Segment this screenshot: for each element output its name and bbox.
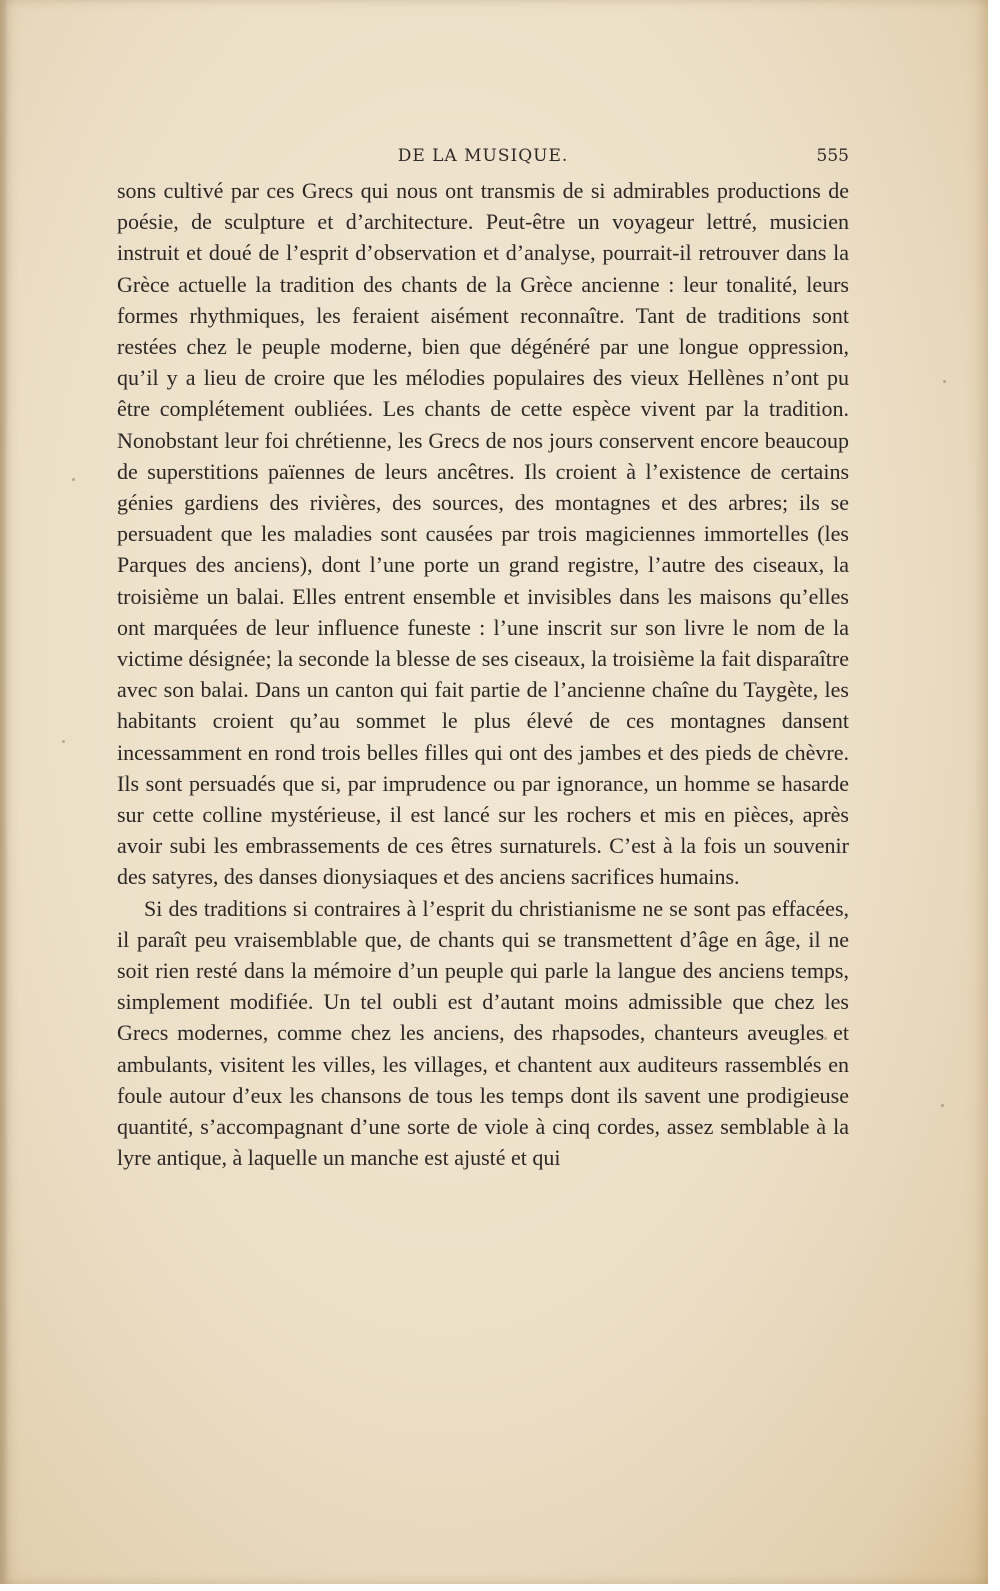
- body-text: [117, 175, 849, 1174]
- page-number: 555: [816, 146, 849, 166]
- paper-speck: [62, 740, 65, 743]
- paper-speck: [72, 478, 75, 481]
- running-title: DE LA MUSIQUE.: [397, 146, 569, 166]
- paper-speck: [943, 380, 946, 383]
- page-edge-shadow: [0, 0, 8, 1584]
- paragraph: Si des traditions si contraires à l’esprit du christianisme ne se sont pas effacées, il paraît peu vraisemblable que, de chants qui se transmettent d’âge en âge, il ne soit rien resté dans la mémoire d’un peuple qui parle la langue des anciens temps, simplement modifiée. Un tel oubli est d’autant moins admissible que chez les Grecs modernes, comme chez les anciens, des rhapsodes, chanteurs aveugles et ambulants, visitent les villes, les villages, et chantent aux auditeurs rassemblés en foule autour d’eux les chansons de tous les temps dont ils savent une prodigieuse quantité, s’accompagnant d’une sorte de viole à cinq cordes, assez semblable à la lyre antique, à laquelle un manche est ajusté et qui: [117, 895, 849, 1171]
- paragraph: sons cultivé par ces Grecs qui nous ont transmis de si admirables productions de poésie, de sculpture et d’architecture. Peut-être un voyageur lettré, musicien instruit et doué de l’esprit d’observation et d’analyse, pourrait-il retrouver dans la Grèce actuelle la tradition des chants de la Grèce ancienne : leur tonalité, leurs formes rhythmiques, les feraient aisément reconnaître. Tant de traditions sont restées chez le peuple moderne, bien que dégénéré par une longue oppression, qu’il y a lieu de croire que les mélodies populaires des vieux Hellènes n’ont pu être complétement oubliées. Les chants de cette espèce vivent par la tradition. Nonobstant leur foi chrétienne, les Grecs de nos jours conservent encore beaucoup de superstitions païennes de leurs ancêtres. Ils croient à l’existence de certains génies gardiens des rivières, des sources, des montagnes et des arbres; ils se persuadent que les maladies sont causées par trois magiciennes immortelles (les Parques des anciens), dont l’une porte un grand registre, l’autre des ciseaux, la troisième un balai. Elles entrent ensemble et invisibles dans les maisons qu’elles ont marquées de leur influence funeste : l’une inscrit sur son livre le nom de la victime désignée; la seconde la blesse de ses ciseaux, la troisième la fait disparaître avec son balai. Dans un canton qui fait partie de l’ancienne chaîne du Taygète, les habitants croient qu’au sommet le plus élevé de ces montagnes dansent incessamment en rond trois belles filles qui ont des jambes et des pieds de chèvre. Ils sont persuadés que si, par imprudence ou par ignorance, un homme se hasarde sur cette colline mystérieuse, il est lancé sur les rochers et mis en pièces, après avoir subi les embrassements de ces êtres surnaturels. C’est à la fois un souvenir des satyres, des danses dionysiaques et des anciens sacrifices humains.: [117, 178, 849, 890]
- paper-speck: [941, 1104, 944, 1107]
- running-head: [117, 146, 849, 174]
